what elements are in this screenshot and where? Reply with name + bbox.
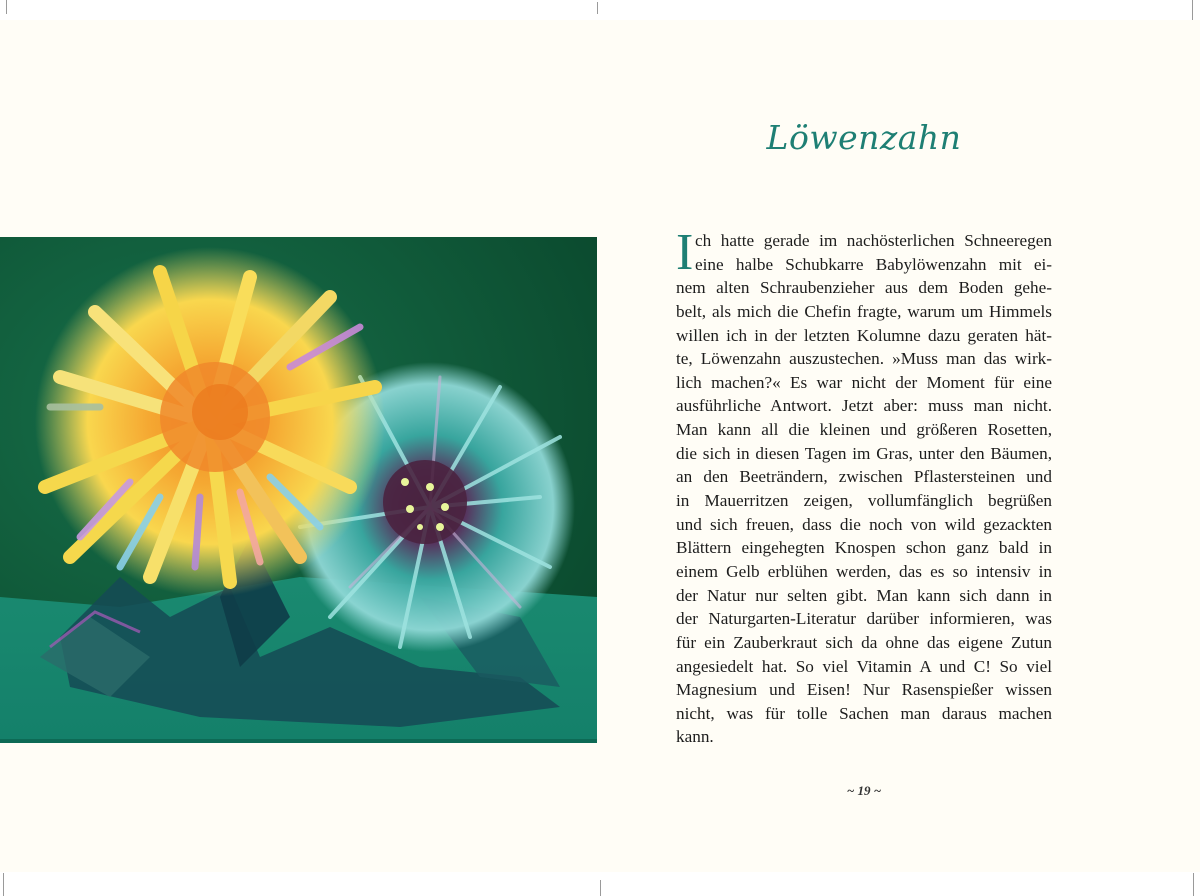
page-number: ~ 19 ~ xyxy=(846,783,882,798)
text-line: einem Gelb erblühen werden, das es so intensiv in xyxy=(676,561,1052,581)
text-line: nem alten Schraubenzieher aus dem Boden gehe- xyxy=(676,278,1052,298)
blossom xyxy=(35,247,385,597)
text-line: lich machen?« Es war nicht der Moment für eine xyxy=(676,372,1052,392)
text-line: für ein Zauberkraut sich da ohne das eigene Zutun xyxy=(676,632,1052,652)
body-text xyxy=(676,224,1052,749)
crop-mark xyxy=(600,880,601,896)
text-line: nicht, was für tolle Sachen man daraus machen xyxy=(676,703,1052,723)
text-line: der Natur nur selten gibt. Man kann sich dann in xyxy=(676,585,1052,605)
text-line: in Mauerritzen zeigen, vollumfänglich begrüßen xyxy=(676,491,1052,511)
text-line: Magnesium und Eisen! Nur Rasenspießer wissen xyxy=(676,680,1052,700)
text-line: kann. xyxy=(676,727,714,747)
drop-cap: I xyxy=(676,224,694,281)
text-line: die sich in diesen Tagen im Gras, unter den Bäumen, xyxy=(676,443,1052,463)
dandelion-painting xyxy=(0,237,597,743)
crop-mark xyxy=(1193,873,1194,896)
text-line: ausführliche Antwort. Jetzt aber: muss man nicht. xyxy=(676,396,1052,416)
text-line: Man kann all die kleinen und größeren Rosetten, xyxy=(676,420,1052,440)
text-line: ch hatte gerade im nachösterlichen Schneeregen xyxy=(695,231,1052,250)
chapter-title: Löwenzahn xyxy=(766,118,962,157)
text-line: und sich freuen, dass die noch von wild gezackten xyxy=(676,514,1052,534)
text-line: an den Beeträndern, zwischen Pflastersteinen und xyxy=(676,467,1052,487)
crop-mark xyxy=(6,0,7,14)
text-line: angesiedelt hat. So viel Vitamin A und C! So viel xyxy=(676,656,1052,676)
crop-mark xyxy=(1192,0,1193,20)
text-line: te, Löwenzahn auszustechen. »Muss man das wirk- xyxy=(676,349,1052,369)
text-line: Blättern eingehegten Knospen schon ganz bald in xyxy=(676,538,1052,558)
text-line: der Naturgarten-Literatur darüber informieren, was xyxy=(676,609,1052,629)
text-line: eine halbe Schubkarre Babylöwenzahn mit ei- xyxy=(695,254,1052,274)
text-line: willen ich in der letzten Kolumne dazu geraten hät- xyxy=(676,325,1052,345)
text-line: belt, als mich die Chefin fragte, warum um Himmels xyxy=(676,301,1052,321)
crop-mark xyxy=(3,873,4,896)
crop-mark xyxy=(597,2,598,14)
